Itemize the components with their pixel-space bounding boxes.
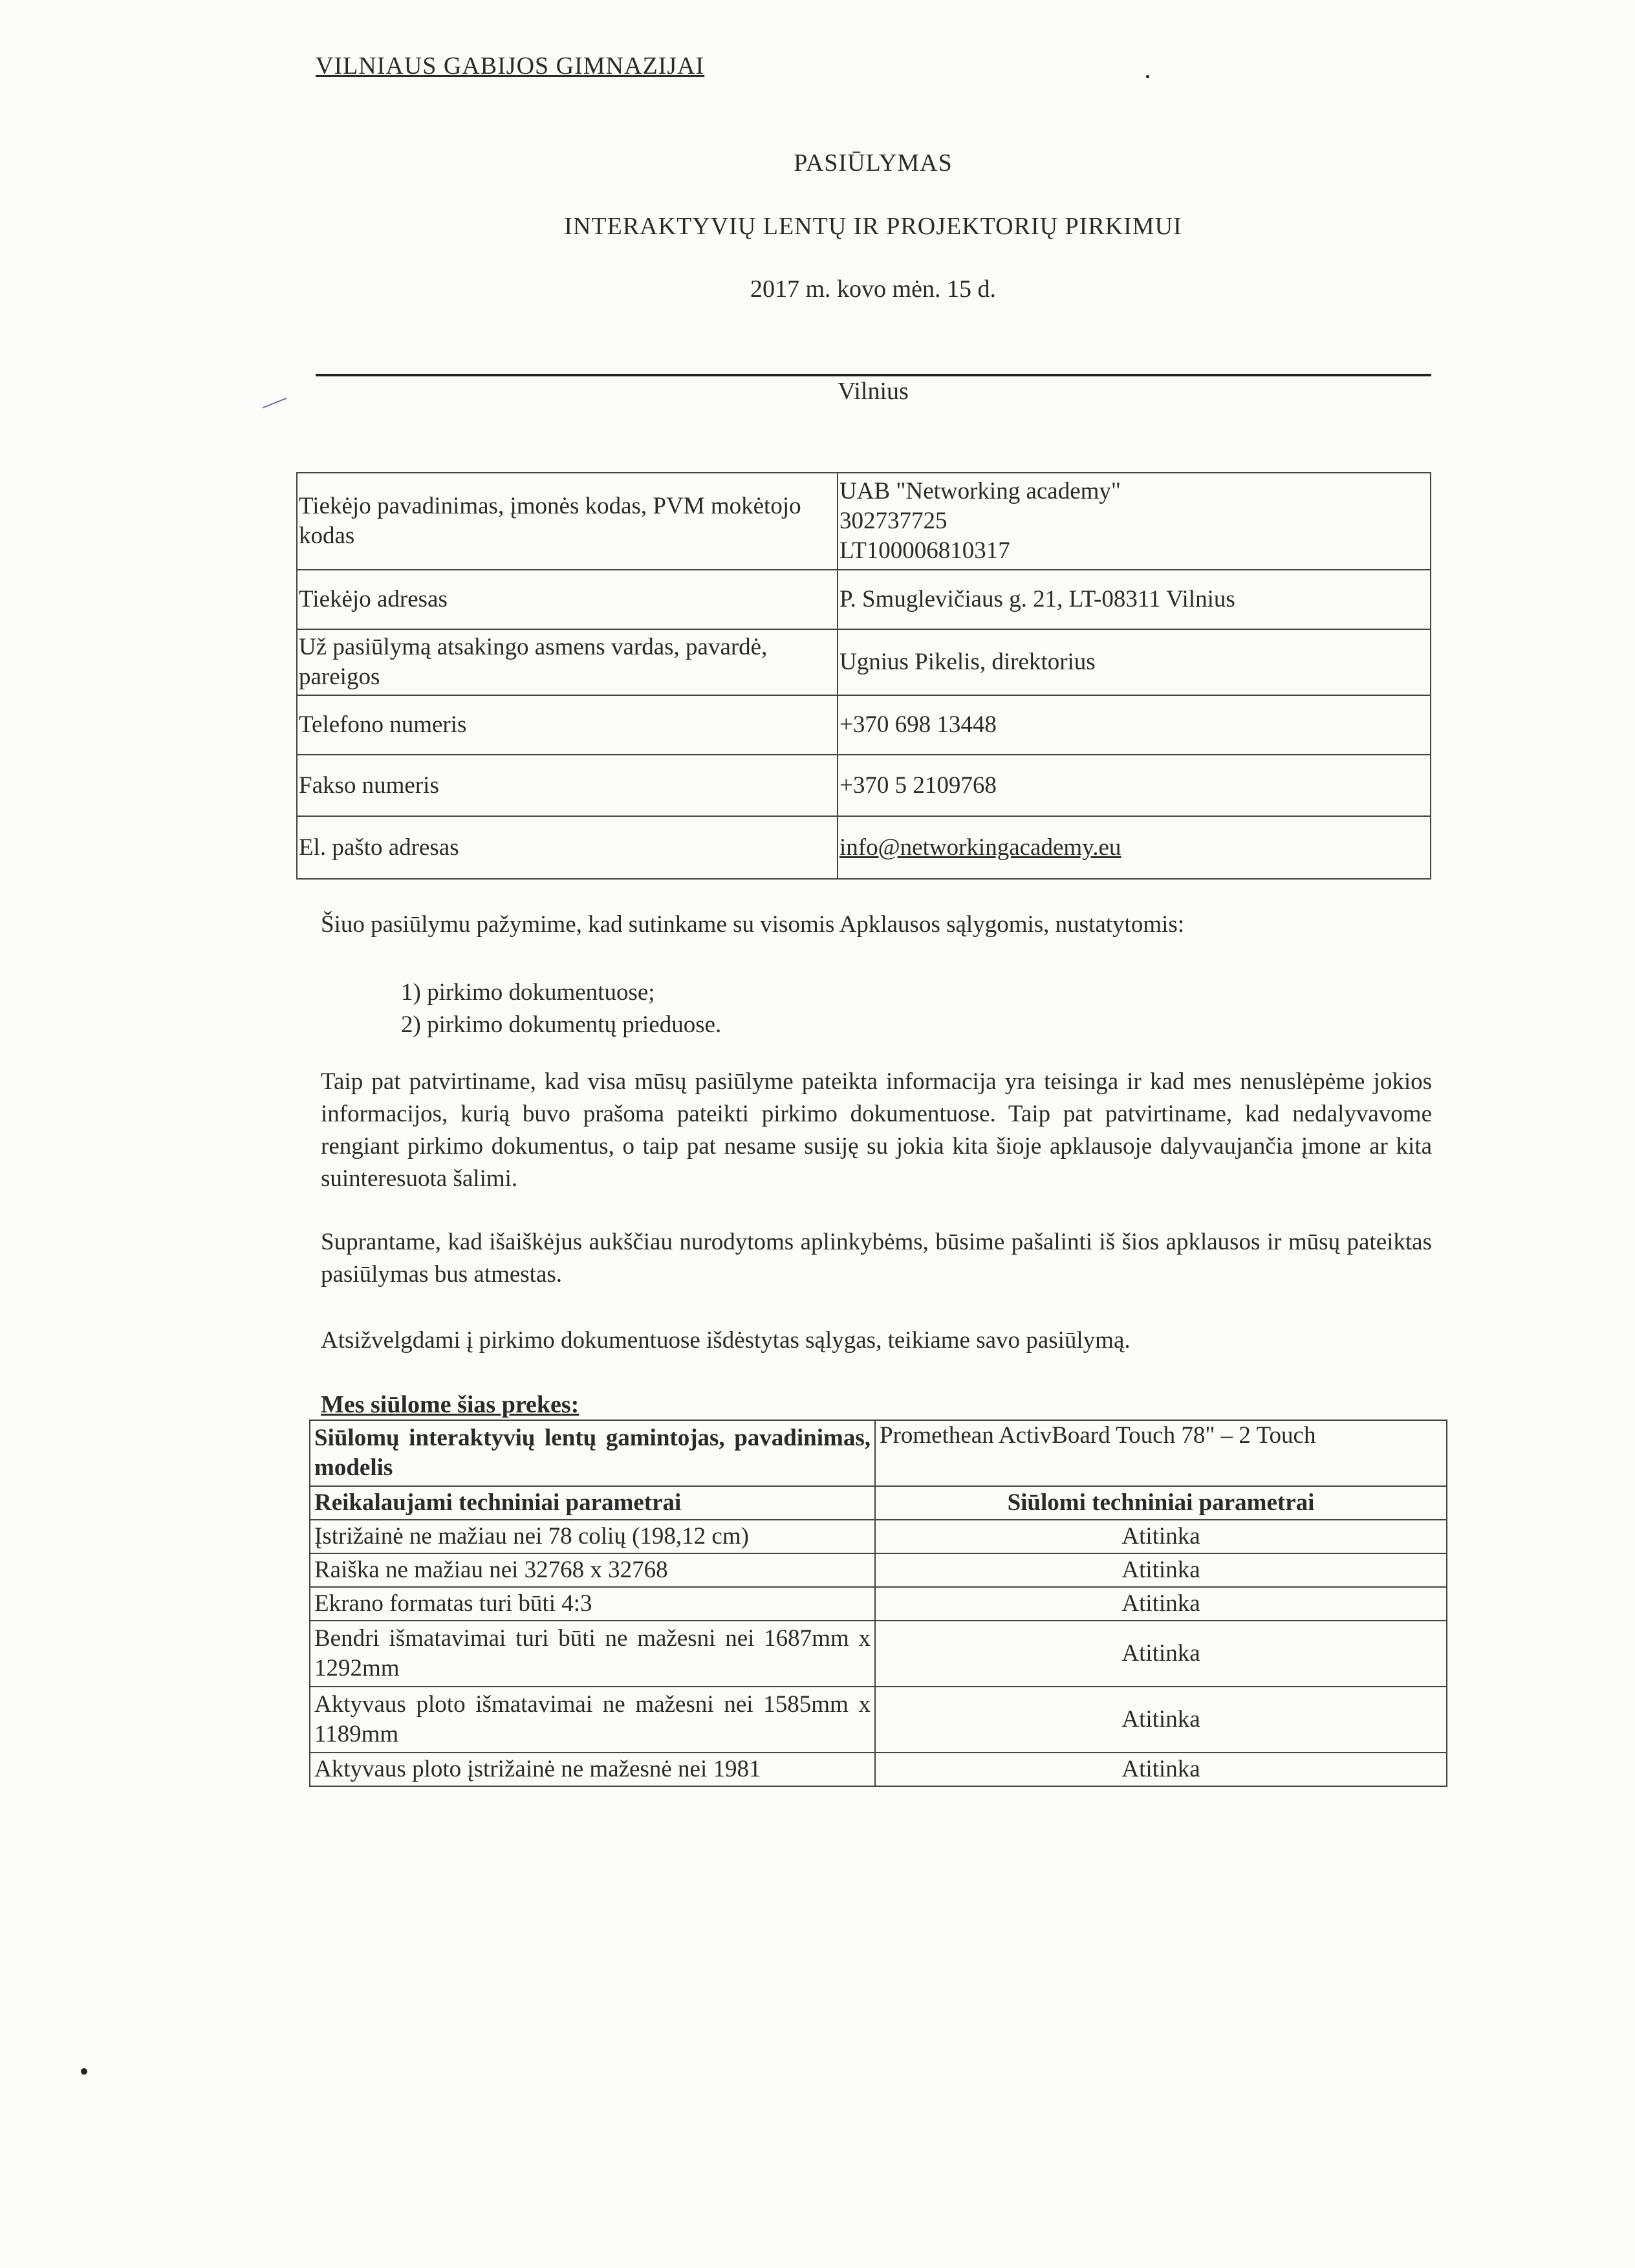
document-city: Vilnius <box>838 378 909 405</box>
table-row <box>310 1753 1447 1786</box>
column-header-required: Reikalaujami techniniai parametrai <box>310 1486 875 1520</box>
goods-heading: Mes siūlome šias prekes: <box>321 1391 579 1418</box>
email-value <box>838 816 1431 879</box>
address-value: P. Smuglevičiaus g. 21, LT-08311 Vilnius <box>838 570 1431 629</box>
table-header-row <box>310 1486 1447 1520</box>
table-row <box>297 816 1431 879</box>
param-cell: Įstrižainė ne mažiau nei 78 colių (198,12 cm) <box>310 1520 875 1553</box>
table-row <box>297 755 1431 816</box>
param-cell: Aktyvaus ploto išmatavimai ne mažesni nei 1585mm x 1189mm <box>310 1687 875 1753</box>
supplier-name: UAB "Networking academy" <box>839 478 1121 504</box>
param-cell: Raiška ne mažiau nei 32768 x 32768 <box>310 1553 875 1587</box>
supplier-value <box>838 473 1431 570</box>
table-row <box>310 1420 1447 1486</box>
paragraph-understanding: Suprantame, kad išaiškėjus aukščiau nurodytoms aplinkybėms, būsime pašalinti iš šios apklausos ir mūsų pateiktas pasiūlymas bus atmestas. <box>321 1229 1432 1288</box>
value-cell: Atitinka <box>875 1587 1447 1621</box>
table-row <box>310 1687 1447 1753</box>
manufacturer-label: Siūlomų interaktyvių lentų gamintojas, pavadinimas, modelis <box>310 1420 875 1486</box>
table-row <box>310 1587 1447 1621</box>
table-row <box>297 695 1431 755</box>
list-item: 1) pirkimo dokumentuose; <box>401 979 655 1006</box>
value-cell: Atitinka <box>875 1753 1447 1786</box>
phone-value: +370 698 13448 <box>838 695 1431 755</box>
table-row <box>297 570 1431 629</box>
value-cell: Atitinka <box>875 1687 1447 1753</box>
header-rule <box>316 374 1431 376</box>
table-row <box>297 473 1431 570</box>
email-label: El. pašto adresas <box>297 816 838 879</box>
addressee: VILNIAUS GABIJOS GIMNAZIJAI <box>316 52 705 80</box>
table-row <box>310 1520 1447 1553</box>
speck-mark <box>81 2068 87 2075</box>
list-item: 2) pirkimo dokumentų prieduose. <box>401 1011 722 1038</box>
contact-person-value: Ugnius Pikelis, direktorius <box>838 629 1431 695</box>
speck-mark <box>1146 75 1149 78</box>
table-row <box>310 1621 1447 1687</box>
value-cell: Atitinka <box>875 1621 1447 1687</box>
goods-table <box>309 1420 1447 1787</box>
supplier-code: 302737725 <box>839 508 947 534</box>
table-row <box>297 629 1431 695</box>
supplier-label: Tiekėjo pavadinimas, įmonės kodas, PVM mokėtojo kodas <box>297 473 838 570</box>
document-subtitle: INTERAKTYVIŲ LENTŲ IR PROJEKTORIŲ PIRKIMUI <box>564 213 1182 240</box>
document-date: 2017 m. kovo mėn. 15 d. <box>750 275 996 303</box>
fax-value: +370 5 2109768 <box>838 755 1431 816</box>
value-cell: Atitinka <box>875 1553 1447 1587</box>
fax-label: Fakso numeris <box>297 755 838 816</box>
document-title: PASIŪLYMAS <box>794 149 953 177</box>
column-header-offered: Siūlomi techniniai parametrai <box>875 1486 1447 1520</box>
param-cell: Bendri išmatavimai turi būti ne mažesni nei 1687mm x 1292mm <box>310 1621 875 1687</box>
paragraph-conditions: Šiuo pasiūlymu pažymime, kad sutinkame su visomis Apklausos sąlygomis, nustatytomis: <box>321 911 1185 938</box>
address-label: Tiekėjo adresas <box>297 570 838 629</box>
param-cell: Aktyvaus ploto įstrižainė ne mažesnė nei 1981 <box>310 1753 875 1786</box>
param-cell: Ekrano formatas turi būti 4:3 <box>310 1587 875 1621</box>
contact-person-label: Už pasiūlymą atsakingo asmens vardas, pavardė, pareigos <box>297 629 838 695</box>
email-link[interactable]: info@networkingacademy.eu <box>839 834 1121 861</box>
supplier-table <box>296 472 1431 880</box>
table-row <box>310 1553 1447 1587</box>
conditions-list <box>401 977 721 1041</box>
supplier-vat: LT100006810317 <box>839 537 1010 564</box>
phone-label: Telefono numeris <box>297 695 838 755</box>
paragraph-confirmation: Taip pat patvirtiname, kad visa mūsų pasiūlyme pateikta informacija yra teisinga ir kad mes nenuslėpėme jokios informacijos, kurią buvo prašoma pateikti pirkimo dokumentuose. Taip pat patvirtiname, kad nedalyvavome rengiant pirkimo dokumentus, o taip pat nesame susiję su jokia kita šioje apklausoje dalyvaujančia įmone ar kita suinteresuota šalimi. <box>321 1068 1432 1192</box>
manufacturer-value: Promethean ActivBoard Touch 78" – 2 Touch <box>875 1420 1447 1486</box>
paragraph-offer: Atsižvelgdami į pirkimo dokumentuose išdėstytas sąlygas, teikiame savo pasiūlymą. <box>321 1327 1131 1354</box>
value-cell: Atitinka <box>875 1520 1447 1553</box>
